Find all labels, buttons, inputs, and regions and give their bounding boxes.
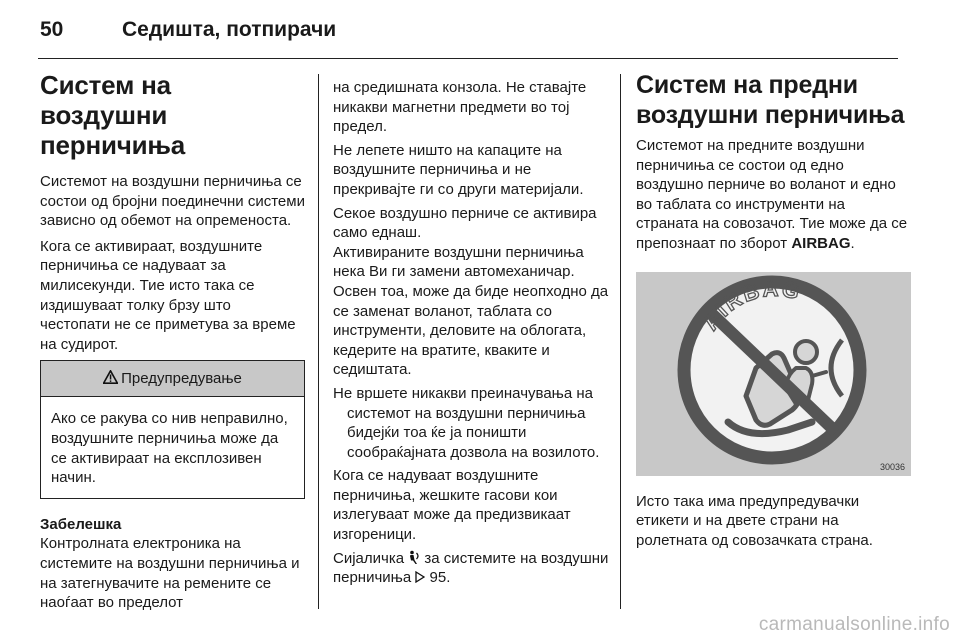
page-reference-arrow-icon: [415, 569, 425, 586]
paragraph: Системот на воздушни перничиња се состои од бројни поединечни системи зависно од обемот на опременоста.: [40, 173, 305, 230]
column-divider-2: [620, 74, 621, 609]
warning-body: [41, 397, 304, 497]
page-number: 50: [40, 18, 64, 41]
warning-header: [41, 361, 304, 397]
paragraph: Не лепете ништо на капаците на воздушните перничиња и не прекривајте ги со други материјали.: [333, 141, 584, 198]
airbag-lamp-paragraph: Сијаличка за системите на воздушни перничиња 95.: [333, 549, 609, 587]
warning-box: [40, 360, 305, 498]
warning-title: Предупредување: [121, 370, 242, 388]
paragraph: Системот на предните воздушни перничиња се состои од едно воздушно перниче во воланот и едно во таблата со инструменти на страната на совозачот. Тие може да се препознаат по зборот AIRBAG.: [636, 137, 908, 252]
no-child-seat-airbag-icon: [636, 272, 911, 476]
column-3: [636, 70, 911, 556]
airbag-warning-figure: [636, 272, 911, 476]
paragraph: Кога се надуваат воздушните перничиња, жешките гасови кои излегуваат може да предизвикаат изгореници.: [333, 467, 571, 544]
warning-text: Ако се ракува со нив неправилно, воздушните перничиња може да се активираат на експлозивен начин.: [51, 410, 288, 487]
note-text: Контролната електроника на системите на воздушни перничиња и на затегнувачите на ремените се наоѓаат во пределот: [40, 535, 300, 612]
page-header: [40, 18, 336, 48]
page-reference[interactable]: 95.: [429, 569, 451, 587]
svg-text:AIRBAG: AIRBAG: [697, 275, 804, 335]
figure-number: 30036: [879, 461, 905, 472]
front-airbag-heading: Систем на предни воздушни перничиња: [636, 71, 905, 129]
airbag-warning-lamp-icon: [408, 550, 420, 567]
section-title: Седишта, потпирачи: [122, 18, 337, 41]
paragraph: Кога се активираат, воздушните перничиња се надуваат за милисекунди. Тие исто така се издишуваат толку брзу што честопати не се приметува за време на судирот.: [40, 237, 296, 353]
paragraph: Исто така има предупредувачки етикети и на двете страни на ролетната од совозачката страна.: [636, 492, 873, 549]
watermark: carmanualsonline.info: [758, 614, 950, 635]
airbag-system-heading: Систем на воздушни перничиња: [40, 70, 186, 160]
column-divider-1: [318, 74, 319, 609]
paragraph: Активираните воздушни перничиња нека Ви ги замени автомеханичар. Освен тоа, може да биде неопходно да се заменат воланот, таблата со инструменти, деловите на облогата, кедерите на вратите, кваките и седиштата.: [333, 243, 609, 379]
header-divider: [38, 58, 898, 59]
paragraph: Секое воздушно перниче се активира само еднаш.: [333, 204, 597, 242]
column-1: [40, 70, 305, 619]
airbag-word: AIRBAG: [791, 234, 851, 252]
note-block: [40, 515, 305, 613]
note-title: Забелешка: [40, 515, 122, 533]
warning-triangle-icon: [103, 370, 118, 388]
paragraph: на средишната конзола. Не ставајте никакви магнетни предмети во тој предел.: [333, 79, 587, 136]
column-2: [333, 78, 613, 592]
paragraph: Не вршете никакви преиначувања на системот на воздушни перничиња бидејќи тоа ќе ја поништи сообраќајната дозвола на возилото.: [333, 384, 600, 461]
